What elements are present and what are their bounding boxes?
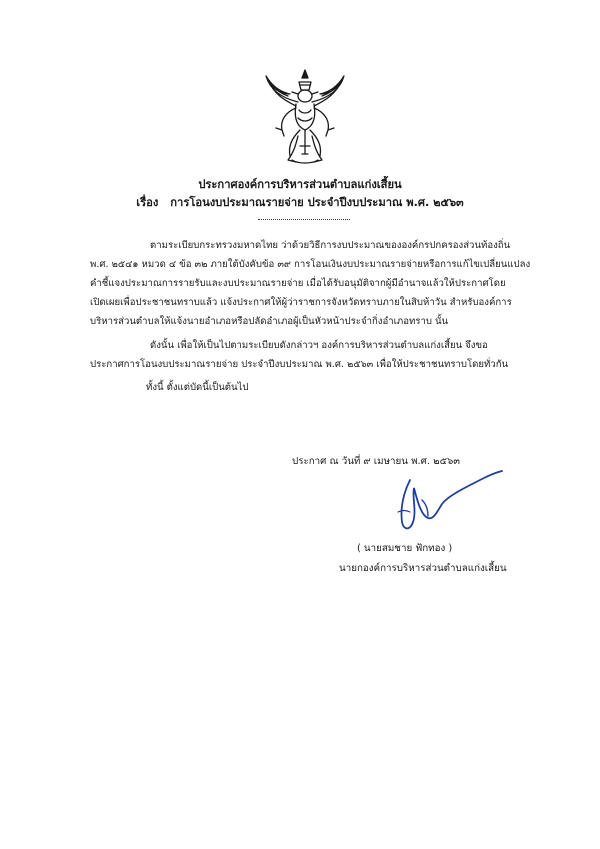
paragraph-line: ประกาศการโอนงบประมาณรายจ่าย ประจำปีงบประมาณ พ.ศ. ๒๕๖๓ เพื่อให้ประชาชนทราบโดยทั่วกัน — [90, 359, 509, 370]
heading-divider — [258, 219, 350, 220]
paragraph-line: ดังนั้น เพื่อให้เป็นไปตามระเบียบดังกล่าวฯ องค์การบริหารส่วนตำบลแก่งเสี้ยน จึงขอ — [150, 340, 488, 351]
subject-text: การโอนงบประมาณรายจ่าย ประจำปีงบประมาณ พ.ศ. ๒๕๖๓ — [170, 196, 464, 209]
paragraph-line: พ.ศ. ๒๕๔๑ หมวด ๔ ข้อ ๓๒ ภายใต้บังคับข้อ ๓๙ การโอนเงินงบประมาณรายจ่ายหรือการแก้ไขเปลี่ยนแปลง — [90, 259, 531, 270]
signer-position: นายกองค์การบริหารส่วนตำบลแก่งเสี้ยน — [339, 563, 507, 574]
paragraph-line: บริหารส่วนตำบลให้แจ้งนายอำเภอหรือปลัดอำเภอผู้เป็นหัวหน้าประจำกิ่งอำเภอทราบ นั้น — [90, 316, 449, 327]
announcement-title: ประกาศองค์การบริหารส่วนตำบลแก่งเสี้ยน — [198, 178, 402, 191]
subject-label: เรื่อง — [136, 196, 159, 209]
paragraph-line: ทั้งนี้ ตั้งแต่บัดนี้เป็นต้นไป — [146, 382, 249, 393]
subject-line — [0, 194, 600, 212]
paragraph-line: คำชี้แจงประมาณการรายรับและงบประมาณรายจ่าย เมื่อได้รับอนุมัติจากผู้มีอำนาจแล้วให้ประกาศโดย — [90, 278, 506, 289]
paragraph-effective — [90, 378, 522, 397]
document-heading — [0, 176, 600, 212]
paragraph-announcement — [90, 336, 522, 374]
garuda-emblem-icon — [262, 68, 348, 166]
paragraph-regulation — [90, 236, 531, 331]
announcement-date: ประกาศ ณ วันที่ ๙ เมษายน พ.ศ. ๒๕๖๓ — [292, 456, 460, 467]
handwritten-signature — [388, 470, 504, 540]
paragraph-line: เปิดเผยเพื่อประชาชนทราบแล้ว แจ้งประกาศให้ผู้ว่าราชการจังหวัดทราบภายในสิบห้าวัน สำหรับองค์การ — [90, 297, 512, 308]
signer-name: ( นายสมชาย ฟักทอง ) — [357, 543, 453, 554]
paragraph-line: ตามระเบียบกระทรวงมหาดไทย ว่าด้วยวิธีการงบประมาณขององค์กรปกครองส่วนท้องถิ่น — [150, 240, 511, 251]
